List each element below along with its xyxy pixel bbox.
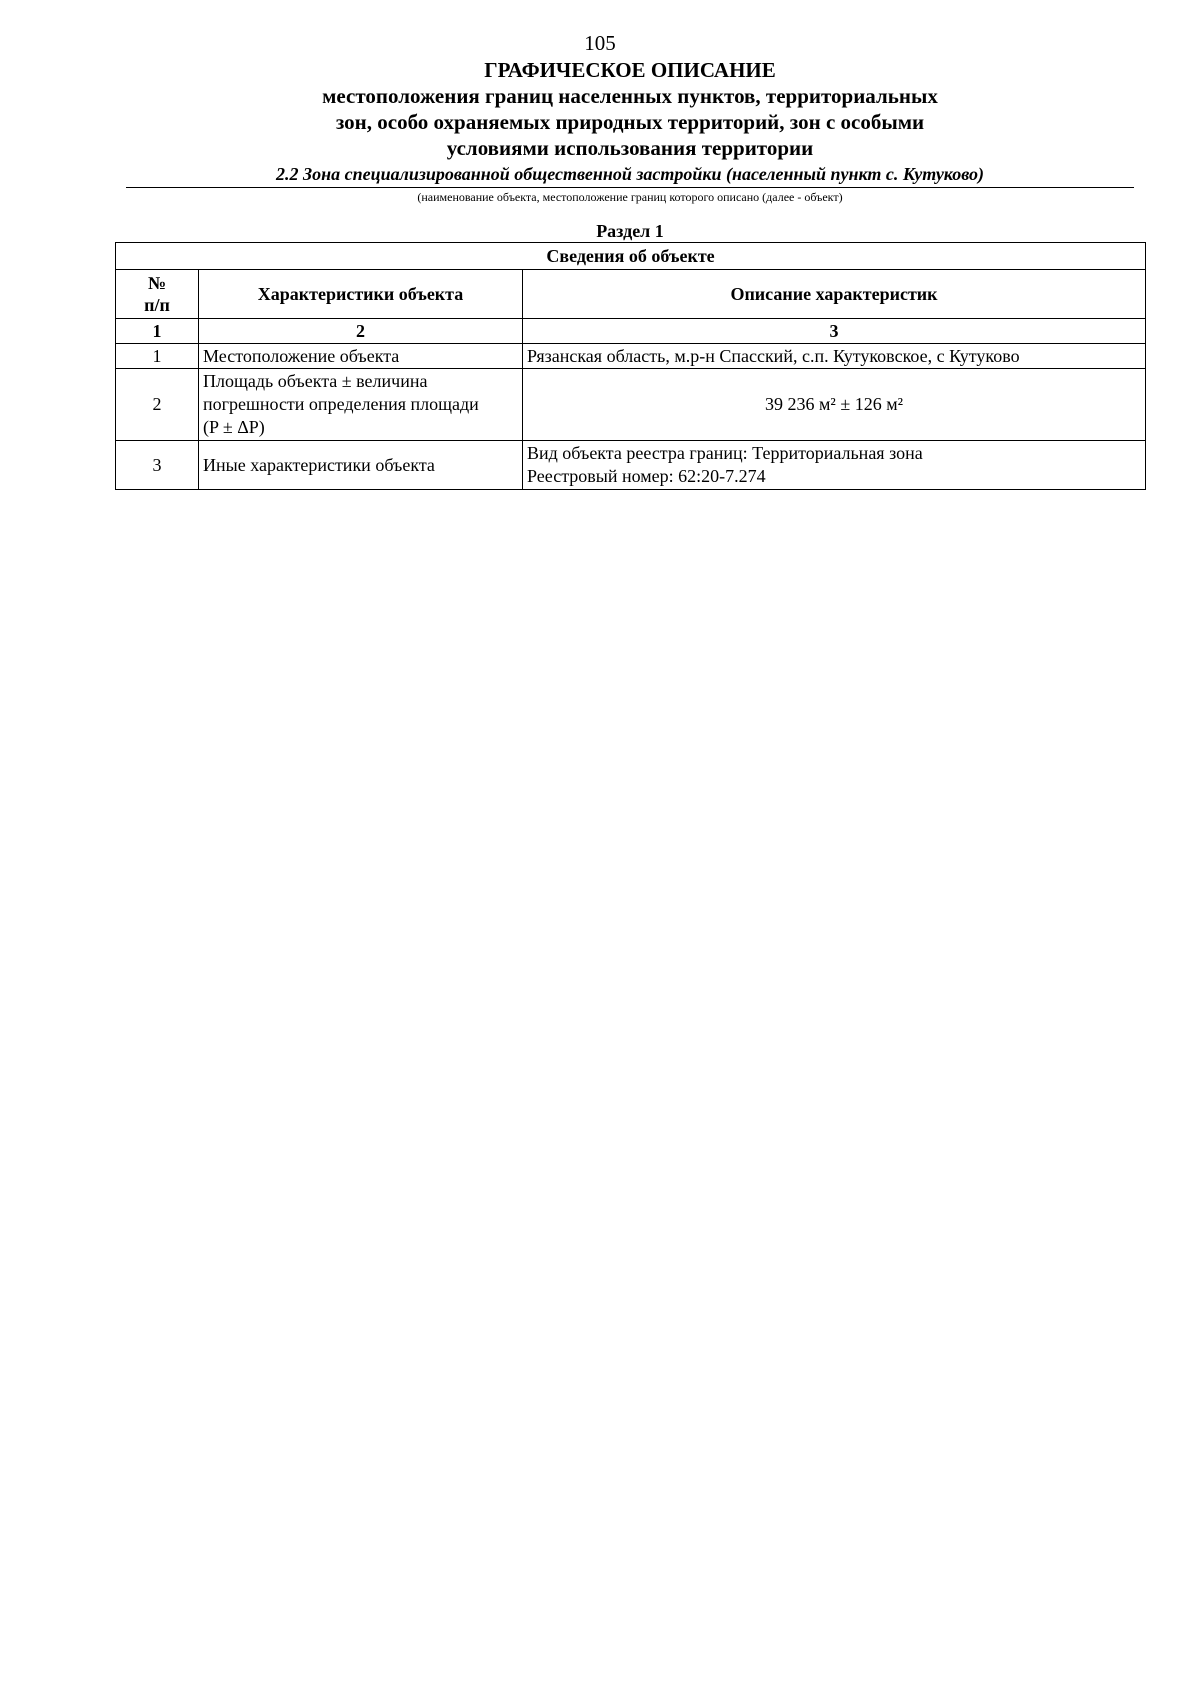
table-row [116,369,1146,441]
row-description [523,441,1146,490]
section-title: Раздел 1 [596,221,664,241]
column-number: 2 [199,319,523,344]
row-number: 2 [116,369,199,441]
column-number: 1 [116,319,199,344]
document-title [0,57,1200,161]
table-caption: Сведения об объекте [116,243,1146,270]
row-description-line: 39 236 м² ± 126 м² [765,394,903,414]
row-characteristic-line: (P ± ΔP) [203,417,265,437]
table-row [116,344,1146,369]
object-name-underline [126,187,1134,188]
row-characteristic-line: Площадь объекта ± величина [203,371,428,391]
header-characteristics: Характеристики объекта [199,270,523,319]
column-number-row [116,319,1146,344]
row-description [523,369,1146,441]
object-info-table [115,242,1146,490]
row-description [523,344,1146,369]
row-description-line: Вид объекта реестра границ: Территориальная зона [527,443,923,463]
row-description-line: Рязанская область, м.р-н Спасский, с.п. Кутуковское, с Кутуково [527,345,1020,366]
header-number-line2: п/п [144,295,170,315]
title-line: ГРАФИЧЕСКОЕ ОПИСАНИЕ [484,58,776,82]
title-line: условиями использования территории [446,136,814,160]
header-number-line1: № [147,273,167,293]
row-characteristic [199,344,523,369]
page-number: 105 [584,31,616,55]
row-characteristic [199,369,523,441]
column-number: 3 [523,319,1146,344]
table-header-row [116,270,1146,319]
row-characteristic-line: Местоположение объекта [203,345,400,366]
title-line: местоположения границ населенных пунктов, территориальных [322,84,938,108]
table-row [116,441,1146,490]
object-name-caption: (наименование объекта, местоположение границ которого описано (далее - объект) [417,190,843,204]
row-number: 3 [116,441,199,490]
title-line: зон, особо охраняемых природных территорий, зон с особыми [335,110,925,134]
table-caption-row [116,243,1146,270]
header-number [116,270,199,319]
row-number: 1 [116,344,199,369]
row-description-line: Реестровый номер: 62:20-7.274 [527,466,766,486]
object-name: 2.2 Зона специализированной общественной застройки (населенный пункт с. Кутуково) [275,164,985,184]
header-description: Описание характеристик [523,270,1146,319]
row-characteristic [199,441,523,490]
row-characteristic-line: Иные характеристики объекта [203,454,435,475]
row-characteristic-line: погрешности определения площади [203,394,479,414]
